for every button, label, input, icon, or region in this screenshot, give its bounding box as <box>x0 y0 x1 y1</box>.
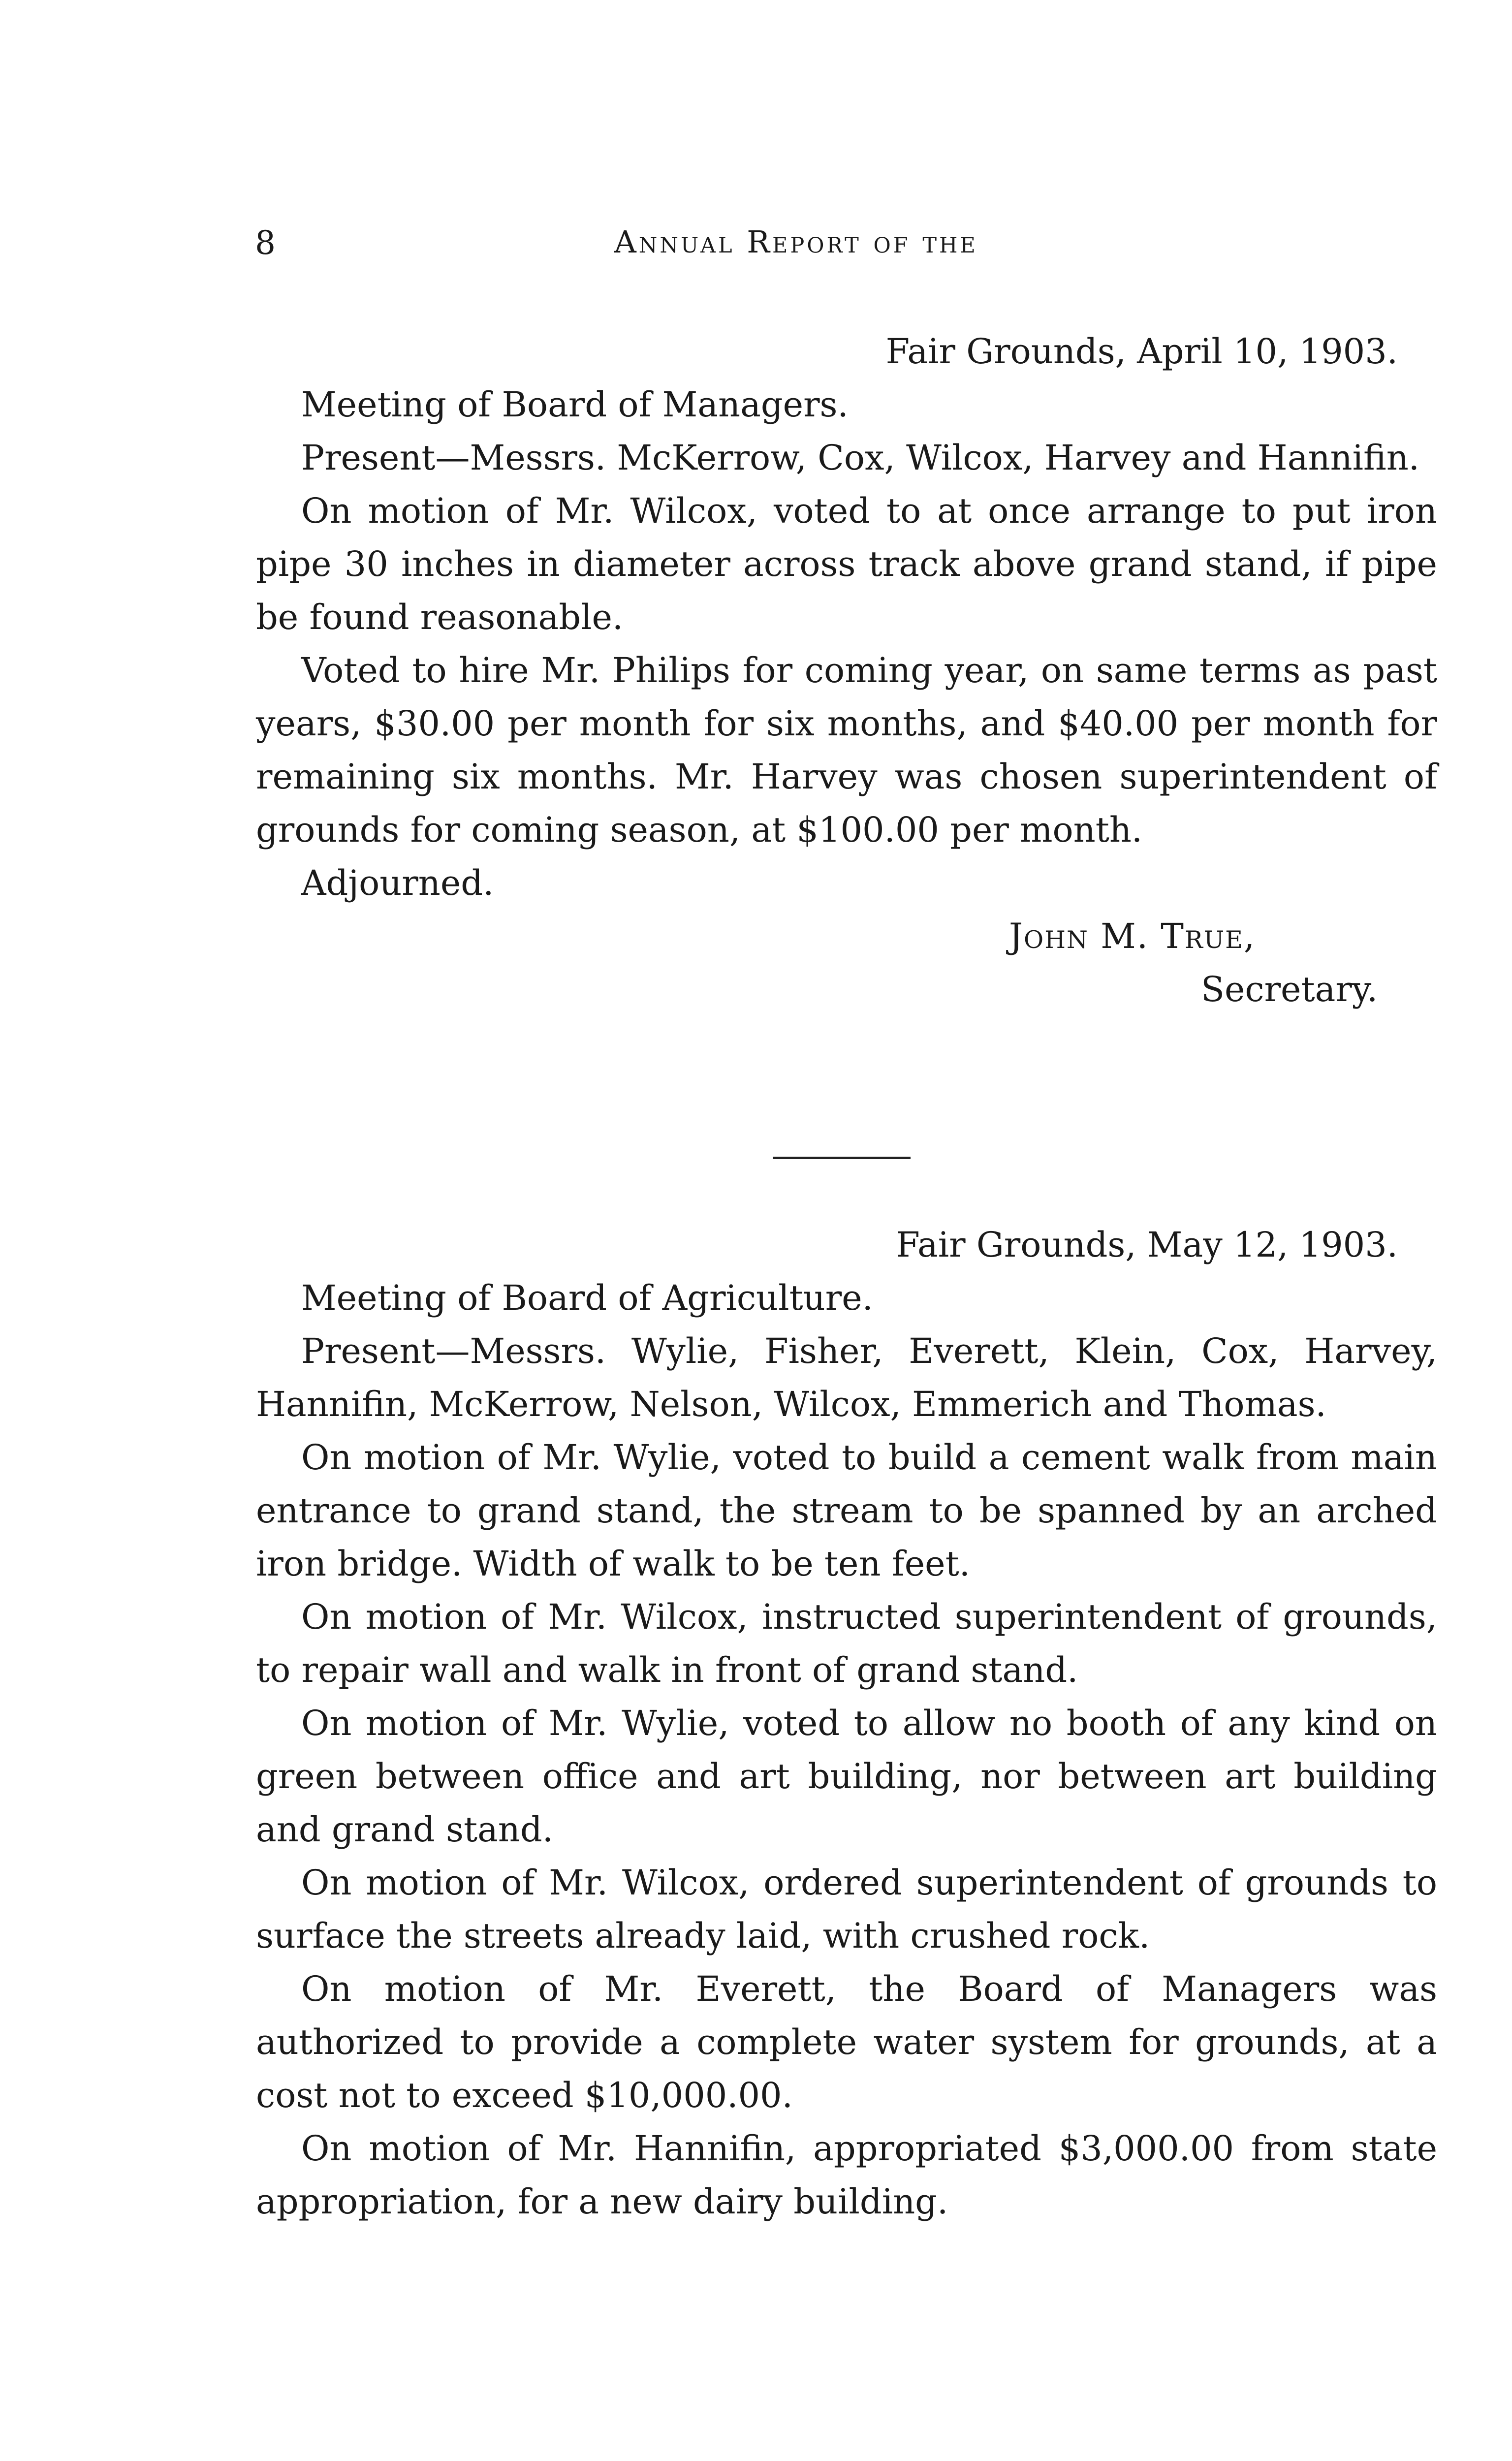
signature-title: Secretary. <box>1201 969 1378 1010</box>
running-title: Annual Report of the <box>614 224 978 260</box>
signature-name <box>256 910 1437 963</box>
motion-paragraph: On motion of Mr. Wilcox, instructed superintendent of grounds, to repair wall and walk in front of grand stand. <box>256 1597 1437 1690</box>
motion-paragraph: On motion of Mr. Hannifin, appropriated $3,000.00 from state appropriation, for a new dairy building. <box>256 2128 1437 2222</box>
signature-name-text: John M. True, <box>1009 916 1256 956</box>
motion-paragraph: On motion of Mr. Wilcox, ordered superintendent of grounds to surface the streets already laid, with crushed rock. <box>256 1862 1437 1956</box>
motion-paragraph: Voted to hire Mr. Philips for coming year, on same terms as past years, $30.00 per month for six months, and $40.00 per month for remaining six months. Mr. Harvey was chosen superintendent of grounds for coming season, at $100.00 per month. <box>256 650 1437 850</box>
attendance: Present—Messrs. Wylie, Fisher, Everett, Klein, Cox, Harvey, Hannifin, McKerrow, Nelson, Wilcox, Emmerich and Thomas. <box>256 1331 1437 1424</box>
page-header <box>255 224 1436 278</box>
motion-paragraph: On motion of Mr. Everett, the Board of Managers was authorized to provide a complete water system for grounds, at a cost not to exceed $10,000.00. <box>256 1969 1437 2115</box>
page-number: 8 <box>255 224 276 262</box>
dateline: Fair Grounds, April 10, 1903. <box>885 331 1398 372</box>
section-divider <box>773 1157 911 1159</box>
adjourned: Adjourned. <box>301 863 494 903</box>
motion-paragraph: On motion of Mr. Wilcox, voted to at once arrange to put iron pipe 30 inches in diameter across track above grand stand, if pipe be found reasonable. <box>256 491 1437 637</box>
dateline: Fair Grounds, May 12, 1903. <box>896 1225 1398 1265</box>
attendance: Present—Messrs. McKerrow, Cox, Wilcox, Harvey and Hannifin. <box>301 438 1420 478</box>
minutes-may-12 <box>256 1218 1437 2228</box>
minutes-april-10 <box>256 325 1437 1016</box>
meeting-title: Meeting of Board of Agriculture. <box>301 1278 873 1318</box>
motion-paragraph: On motion of Mr. Wylie, voted to build a cement walk from main entrance to grand stand, the stream to be spanned by an arched iron bridge. Width of walk to be ten feet. <box>256 1437 1437 1584</box>
meeting-title: Meeting of Board of Managers. <box>301 384 849 425</box>
motion-paragraph: On motion of Mr. Wylie, voted to allow no booth of any kind on green between office and art building, nor between art building and grand stand. <box>256 1703 1437 1850</box>
